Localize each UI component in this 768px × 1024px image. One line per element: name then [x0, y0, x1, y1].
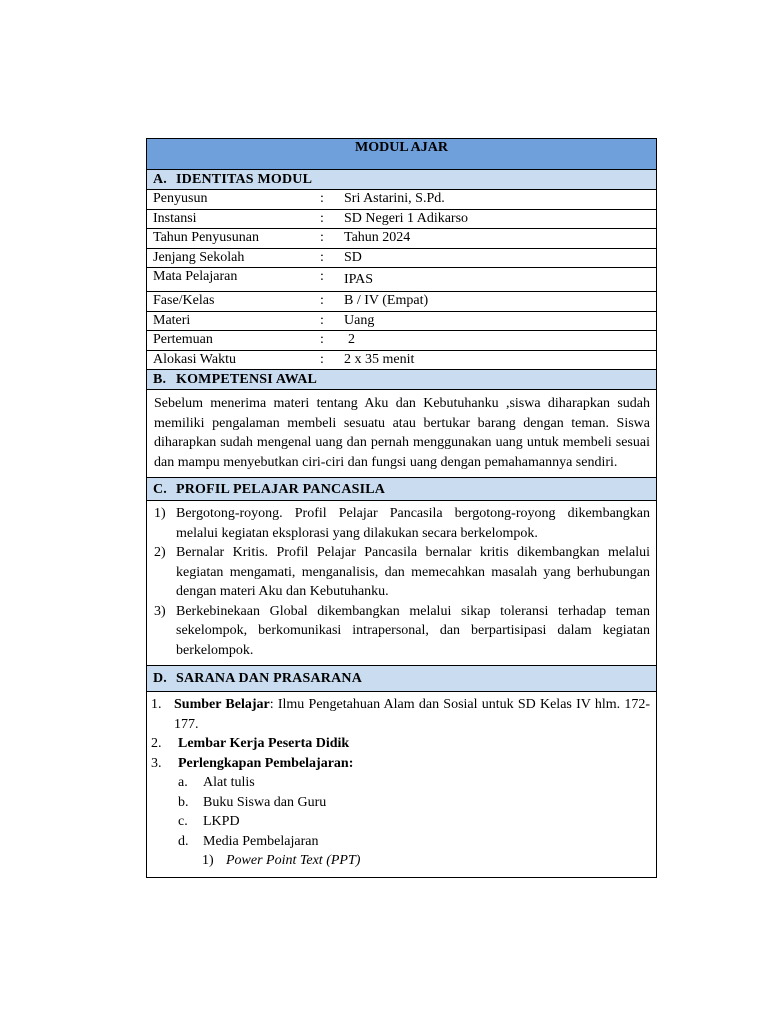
- identity-row-pertemuan: [147, 331, 656, 351]
- identity-label: Jenjang Sekolah: [153, 249, 245, 265]
- identity-colon: :: [320, 293, 324, 308]
- identity-label: Materi: [153, 312, 191, 328]
- sub-list-text: LKPD: [203, 814, 240, 829]
- sub-sub-list-text: Power Point Text (PPT): [226, 853, 361, 868]
- identity-row-materi: [147, 312, 656, 332]
- sub-sub-list-item: [151, 851, 650, 871]
- sub-list-item: [151, 812, 650, 832]
- section-a-heading: [147, 170, 656, 190]
- list-item: [151, 734, 650, 754]
- identity-row-tahun: [147, 229, 656, 249]
- list-number: 1.: [151, 697, 162, 712]
- identity-row-instansi: [147, 210, 656, 230]
- identity-row-alokasi: [147, 351, 656, 371]
- identity-colon: :: [320, 230, 324, 245]
- identity-value: Uang: [344, 312, 375, 328]
- identity-colon: :: [320, 249, 324, 265]
- identity-label: Fase/Kelas: [153, 293, 215, 308]
- identity-value: 2: [348, 332, 355, 347]
- list-number: 3): [154, 603, 166, 619]
- document-title: MODUL AJAR: [147, 139, 656, 170]
- section-d-letter: D.: [153, 671, 168, 686]
- section-d-heading: [147, 666, 656, 692]
- section-a-title: IDENTITAS MODUL: [176, 172, 313, 187]
- modul-ajar-document: [146, 138, 657, 878]
- list-bold-text: Sumber Belajar: [174, 697, 270, 712]
- identity-colon: :: [320, 332, 324, 347]
- section-d-title: SARANA DAN PRASARANA: [176, 671, 363, 686]
- identity-value: SD: [344, 249, 362, 265]
- list-number: 3.: [151, 755, 162, 771]
- section-c-letter: C.: [153, 482, 168, 497]
- identity-colon: :: [320, 191, 324, 206]
- section-b-letter: B.: [153, 372, 167, 387]
- sub-list-letter: b.: [178, 794, 189, 810]
- list-item: [151, 754, 650, 774]
- sub-list-letter: a.: [178, 775, 188, 790]
- identity-value: B / IV (Empat): [344, 293, 429, 308]
- section-a-letter: A.: [153, 172, 168, 187]
- sub-list-text: Alat tulis: [203, 775, 255, 790]
- list-text: [178, 734, 650, 754]
- identity-label: Penyusun: [153, 191, 208, 206]
- identity-value: 2 x 35 menit: [344, 351, 415, 367]
- identity-row-jenjang: [147, 249, 656, 269]
- sub-list-letter: c.: [178, 814, 188, 829]
- list-item: [154, 543, 650, 602]
- list-text: Bergotong-royong. Profil Pelajar Pancasila bergotong-royong dikembangkan melalui kegiatan eksplorasi yang dilakukan secara berkelompok.: [176, 506, 650, 541]
- section-b-title: KOMPETENSI AWAL: [176, 372, 318, 387]
- list-text: [174, 695, 650, 734]
- kompetensi-awal-text: Sebelum menerima materi tentang Aku dan Kebutuhanku ,siswa diharapkan sudah memiliki pengalaman membeli sesuatu atau bertukar barang dengan teman. Siswa diharapkan sudah mengenal uang dan pernah menggunakan uang untuk membeli sesuai dan mampu menyebutkan ciri-ciri dan fungsi uang dengan pemahamannya sendiri.: [147, 390, 656, 478]
- identity-row-fase: [147, 292, 656, 312]
- identity-label: Mata Pelajaran: [153, 269, 238, 284]
- list-item: [154, 504, 650, 543]
- section-c-heading: [147, 478, 656, 501]
- list-number: 2.: [151, 736, 162, 751]
- sub-sub-list-number: 1): [202, 853, 214, 868]
- identity-colon: :: [320, 351, 324, 367]
- list-text: Bernalar Kritis. Profil Pelajar Pancasila bernalar kritis dikembangkan melalui kegiatan mengamati, menganalisis, dan memecahkan masalah yang berhubungan dengan materi Aku dan Kebutuhanku.: [176, 545, 650, 599]
- list-bold-text: Lembar Kerja Peserta Didik: [178, 736, 350, 751]
- identity-colon: :: [320, 312, 324, 328]
- sub-list-item: [151, 773, 650, 793]
- identity-label: Instansi: [153, 210, 197, 226]
- list-text: Berkebinekaan Global dikembangkan melalui sikap toleransi terhadap teman sekelompok, berkomunikasi intrapersonal, dan berpartisipasi dalam kegiatan berkelompok.: [176, 603, 650, 658]
- list-number: 2): [154, 545, 166, 560]
- list-item: [154, 602, 650, 661]
- list-plain-text: : Ilmu Pengetahuan Alam dan Sosial untuk SD Kelas IV hlm. 172-177.: [174, 697, 650, 732]
- sub-list-text: Media Pembelajaran: [203, 833, 319, 849]
- list-bold-text: Perlengkapan Pembelajaran:: [178, 755, 354, 771]
- identity-colon: :: [320, 210, 324, 226]
- identity-value: IPAS: [344, 272, 374, 287]
- sub-list-letter: d.: [178, 833, 189, 849]
- identity-label: Alokasi Waktu: [153, 351, 236, 367]
- sub-list-item: [151, 832, 650, 852]
- list-item: [151, 695, 650, 734]
- identity-row-mapel: [147, 268, 656, 292]
- list-number: 1): [154, 506, 166, 521]
- section-c-title: PROFIL PELAJAR PANCASILA: [176, 482, 386, 497]
- section-b-heading: [147, 370, 656, 390]
- identity-value: Tahun 2024: [344, 230, 411, 245]
- sub-list-text: Buku Siswa dan Guru: [203, 794, 327, 810]
- identity-row-penyusun: [147, 190, 656, 210]
- identity-value: Sri Astarini, S.Pd.: [344, 191, 445, 206]
- profil-list: [147, 501, 656, 666]
- identity-value: SD Negeri 1 Adikarso: [344, 210, 469, 226]
- sub-list-item: [151, 793, 650, 813]
- list-text: [178, 754, 650, 774]
- identity-label: Tahun Penyusunan: [153, 230, 259, 245]
- sarana-list: [147, 692, 656, 877]
- identity-label: Pertemuan: [153, 332, 213, 347]
- identity-colon: :: [320, 269, 324, 284]
